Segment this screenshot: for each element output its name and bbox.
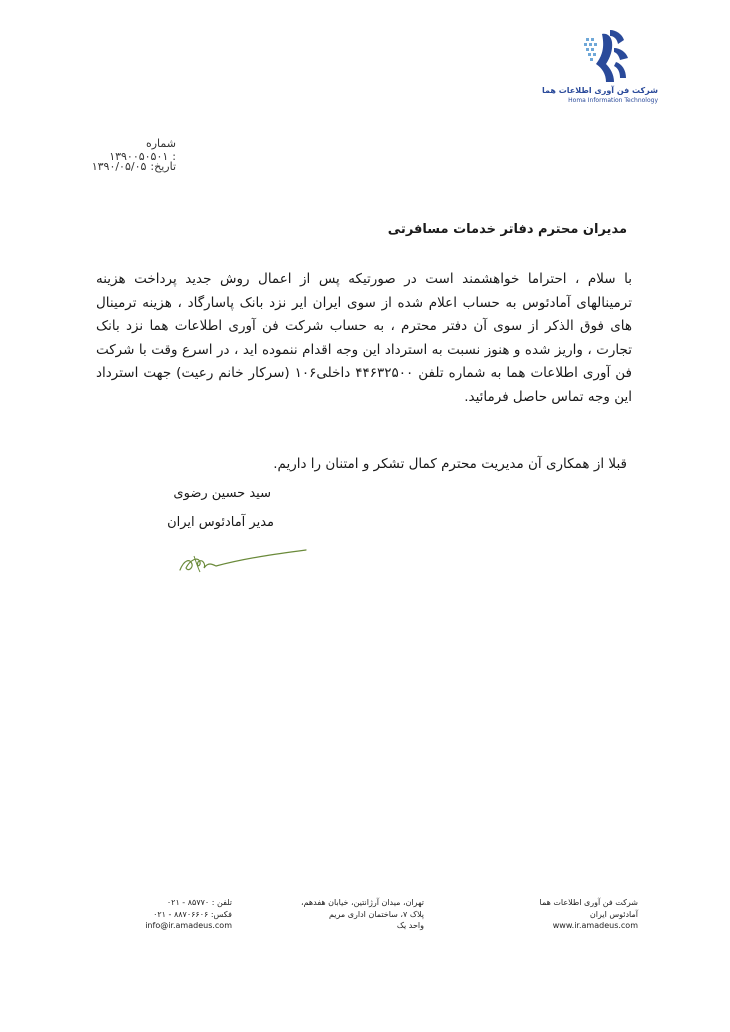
footer-company-sub: آمادئوس ایران <box>589 909 638 919</box>
footer-company <box>488 897 638 932</box>
logo-company-name-fa: شرکت فن آوری اطلاعات هما <box>542 86 658 95</box>
footer-company-name: شرکت فن آوری اطلاعات هما <box>539 898 638 907</box>
letter-date-value: ۱۳۹۰/۰۵/۰۵ <box>91 160 147 173</box>
footer-address-line: واحد یک <box>396 921 424 930</box>
letter-salutation: مدیران محترم دفاتر خدمات مسافرتی <box>387 222 627 237</box>
footer-address-line: تهران، میدان آرژانتین، خیابان هفدهم، <box>301 898 424 907</box>
letter-closing: قبلا از همکاری آن مدیریت محترم کمال تشکر و امتنان را داریم. <box>273 456 627 472</box>
company-logo <box>542 28 692 108</box>
signer-name: سید حسین رضوی <box>173 486 271 501</box>
letter-number-label: شماره : <box>145 137 176 163</box>
letter-body <box>96 268 632 409</box>
footer-phone: تلفن : ۸۵۷۷۰ - ۰۲۱ <box>166 898 232 907</box>
letter-date <box>82 160 176 173</box>
footer-email-link[interactable]: info@ir.amadeus.com <box>145 921 232 930</box>
handwritten-signature <box>176 546 308 576</box>
letter-body-paragraph: با سلام ، احتراما خواهشمند است در صورتیکه پس از اعمال روش جدید پرداخت هزینه ترمینالهای آمادئوس به حساب اعلام شده از سوی ایران ایر نزد بانک پاسارگاد ، هزینه ترمینال های فوق الذکر از سوی آن دفتر محترم ، به حساب شرکت فن آوری اطلاعات هما نزد بانک تجارت ، واریز شده و هنوز نسبت به استرداد این وجه اقدام ننموده اید ، در اسرع وقت با شرکت فن آوری اطلاعات هما به شماره تلفن ۴۴۶۳۲۵۰۰ داخلی۱۰۶ (سرکار خانم رعیت) جهت استرداد این وجه تماس حاصل فرمائید. <box>96 271 632 405</box>
footer-address <box>284 897 424 932</box>
signer-title: مدیر آمادئوس ایران <box>167 515 274 530</box>
letter-date-label: تاریخ: <box>150 160 176 173</box>
letter-number-value: ۱۳۹۰۰۵۰۵۰۱ <box>109 150 169 163</box>
logo-company-name-en: Homa Information Technology <box>568 97 658 104</box>
footer-address-line: پلاک ۷، ساختمان اداری مریم <box>328 909 424 919</box>
homa-bird-logo-icon <box>580 28 636 86</box>
footer-website-link[interactable]: www.ir.amadeus.com <box>552 921 638 930</box>
footer-contact <box>132 897 232 932</box>
footer-fax: فکس: ۸۸۷۰۶۶۰۶ - ۰۲۱ <box>153 909 232 919</box>
